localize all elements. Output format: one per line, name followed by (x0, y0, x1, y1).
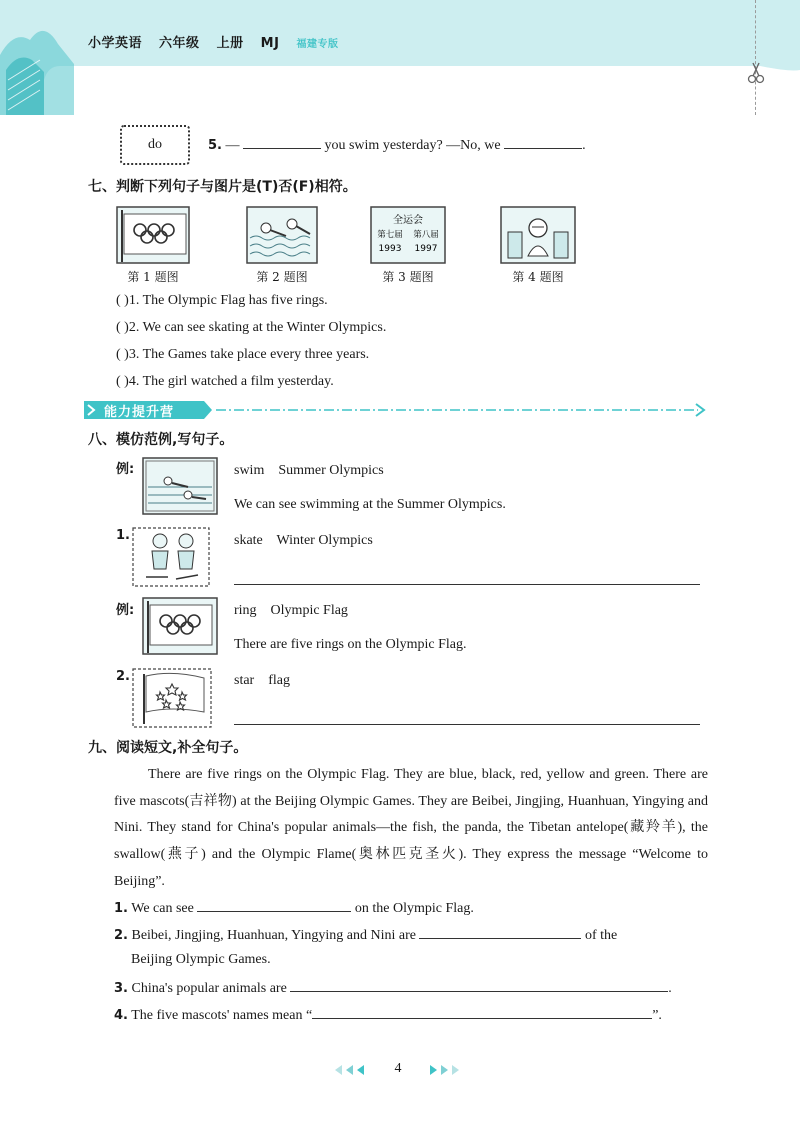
cut-line (755, 0, 756, 115)
pic3-eighth: 第八届 (413, 230, 439, 240)
pic-girl-cinema (500, 206, 576, 264)
s9-q2-text-b: of the (584, 928, 618, 943)
s7-text-4: 4. The girl watched a film yesterday. (128, 374, 334, 389)
header-edition: 福建专版 (296, 39, 339, 50)
s9-q3-end: . (668, 981, 672, 996)
s9-q4-blank[interactable] (312, 1004, 652, 1019)
example1-words: swim Summer Olympics (234, 463, 384, 478)
s7-answer-box-3[interactable]: ( ) (116, 347, 129, 362)
header-grade: 六年级 (159, 36, 200, 51)
header-title (88, 32, 350, 51)
q5-dash: — (225, 138, 240, 153)
s9-q2-number: 2. (114, 928, 128, 943)
pic3-seventh: 第七届 (377, 230, 403, 240)
pic-swimming (246, 206, 318, 264)
item1-label: 1. (116, 528, 130, 543)
s7-text-3: 3. The Games take place every three years. (128, 347, 370, 362)
example2-label: 例: (116, 603, 135, 618)
example2-sentence: There are five rings on the Olympic Flag. (234, 637, 467, 652)
header-version: MJ (260, 36, 280, 51)
s9-q3-number: 3. (114, 981, 128, 996)
s9-q1-text-b: on the Olympic Flag. (354, 901, 474, 916)
item2-label: 2. (116, 669, 130, 684)
s7-text-1: 1. The Olympic Flag has five rings. (128, 293, 328, 308)
pic-star-flag (132, 668, 212, 728)
caption-1: 第 1 题图 (127, 270, 179, 284)
example1-label: 例: (116, 462, 135, 477)
page-number: 4 (394, 1061, 402, 1076)
caption-4: 第 4 题图 (512, 270, 564, 284)
banner-label: 能力提升营 (104, 405, 175, 420)
reading-passage: There are five rings on the Olympic Flag. They are blue, black, red, yellow and green. There are five mascots(吉祥物) at the Beijing Olympic Games. They are Beibei, Jingjing, Huanhuan, Yingying and Nini. They stand for China's popular animals—the fish, the panda, the Tibetan antelope(藏羚羊), the swallow(燕子) and the Olympic Flame(奥林匹克圣火). They express the message “Welcome to Beijing”. (114, 767, 708, 889)
s9-q4 (114, 1004, 662, 1026)
header-band (0, 0, 800, 115)
s9-q3-text-a: China's popular animals are (131, 981, 287, 996)
s9-q2-continued: Beijing Olympic Games. (131, 952, 271, 967)
q5-line (208, 134, 586, 156)
pic3-year-2: 1997 (414, 244, 438, 254)
q5-number: 5. (208, 138, 222, 153)
s9-q3 (114, 977, 672, 999)
q5-blank-1[interactable] (243, 134, 321, 149)
s7-answer-box-2[interactable]: ( ) (116, 320, 129, 335)
s9-q3-blank[interactable] (290, 977, 668, 992)
item2-words: star flag (234, 673, 290, 688)
s7-item-3 (116, 345, 369, 365)
s9-q1-text-a: We can see (131, 901, 194, 916)
scissors-icon (747, 62, 765, 84)
section9-title: 九、阅读短文,补全句子。 (88, 740, 248, 756)
pic3-label: 全运会 (393, 215, 423, 226)
header-subject: 小学英语 (88, 36, 143, 51)
pic3-year-1: 1993 (378, 244, 402, 254)
s7-answer-box-4[interactable]: ( ) (116, 374, 129, 389)
pic-skating (132, 527, 210, 587)
caption-3: 第 3 题图 (382, 270, 434, 284)
pic-swim-example (142, 457, 218, 515)
s9-q2 (114, 924, 617, 946)
s7-item-2 (116, 318, 386, 338)
item1-answer-line[interactable] (234, 583, 700, 585)
s7-item-4 (116, 372, 334, 392)
header-volume: 上册 (216, 36, 244, 51)
s9-q2-blank[interactable] (419, 924, 581, 939)
s9-q4-text-a: The five mascots' names mean “ (131, 1008, 313, 1023)
s9-q1 (114, 897, 474, 919)
s7-item-1 (116, 291, 328, 311)
s7-answer-box-1[interactable]: ( ) (116, 293, 129, 308)
q5-end: . (582, 138, 586, 153)
s7-text-2: 2. We can see skating at the Winter Olympics. (128, 320, 387, 335)
example2-words: ring Olympic Flag (234, 603, 348, 618)
pic-olympic-flag (116, 206, 190, 264)
next-arrows-icon (424, 1064, 460, 1076)
caption-2: 第 2 题图 (256, 270, 308, 284)
item1-words: skate Winter Olympics (234, 533, 373, 548)
q5-blank-2[interactable] (504, 134, 582, 149)
word-box: do (120, 125, 190, 165)
s9-q2-text-a: Beibei, Jingjing, Huanhuan, Yingying and Nini are (131, 928, 416, 943)
prev-arrows-icon (334, 1064, 370, 1076)
section7-title: 七、判断下列句子与图片是(T)否(F)相符。 (88, 179, 357, 195)
s9-q4-end: ”. (652, 1008, 662, 1023)
s9-q4-number: 4. (114, 1008, 128, 1023)
pic-national-games (370, 206, 446, 264)
example1-sentence: We can see swimming at the Summer Olympics. (234, 497, 506, 512)
item2-answer-line[interactable] (234, 723, 700, 725)
q5-text: you swim yesterday? —No, we (324, 138, 501, 153)
pic-flag-example (142, 597, 218, 655)
section8-title: 八、模仿范例,写句子。 (88, 432, 234, 448)
s9-q1-number: 1. (114, 901, 128, 916)
s9-q1-blank[interactable] (197, 897, 351, 912)
ability-banner (84, 399, 714, 421)
